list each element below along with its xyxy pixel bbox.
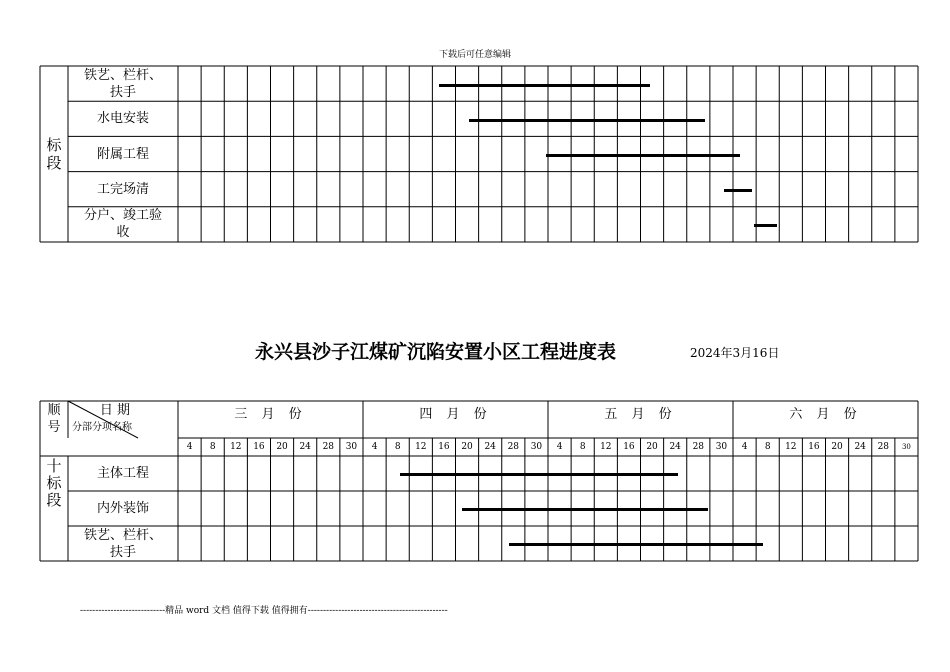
gantt-bar [724, 189, 752, 192]
gantt-bar [439, 84, 649, 87]
gantt-bar [469, 119, 705, 122]
tick-label: 8 [394, 442, 401, 452]
tick-label: 30 [715, 442, 728, 452]
tick-label: 28 [692, 442, 705, 452]
section-label: 十 标 段 [46, 457, 62, 509]
tick-label: 28 [322, 442, 335, 452]
tick-label: 30 [901, 443, 911, 451]
tick-label: 16 [438, 442, 450, 452]
task-name: 内外装饰 [96, 501, 149, 516]
gantt-bar [462, 508, 707, 511]
tick-label: 20 [646, 442, 658, 452]
tick-label: 20 [831, 442, 843, 452]
tick-label: 12 [600, 442, 612, 452]
tick-label: 12 [785, 442, 797, 452]
month-label: 三 月 份 [234, 407, 307, 422]
gantt-bar [509, 543, 763, 546]
header-note: 下载后可任意编辑 [438, 50, 511, 60]
seq-header: 顺 号 [47, 403, 61, 435]
report-date: 2024年3月16日 [690, 346, 780, 360]
gantt-bar [546, 154, 740, 157]
tick-label: 4 [186, 442, 193, 452]
tick-label: 30 [345, 442, 358, 452]
section-label: 标 段 [46, 136, 62, 172]
tick-label: 16 [253, 442, 265, 452]
date-header: 日 期 [99, 403, 131, 418]
tick-label: 4 [741, 442, 748, 452]
tick-label: 24 [669, 442, 681, 452]
tick-label: 12 [230, 442, 242, 452]
footer-note: ----------------------------精品 word 文档 值得下载 值得拥有---------------------------------------------- [80, 606, 448, 616]
tick-label: 20 [276, 442, 288, 452]
tick-label: 16 [623, 442, 635, 452]
tick-label: 24 [484, 442, 496, 452]
task-name: 分户、竣工验 收 [83, 208, 162, 241]
task-name: 水电安装 [96, 111, 149, 127]
task-name: 主体工程 [96, 466, 149, 481]
tick-label: 4 [371, 442, 378, 452]
tick-label: 24 [854, 442, 866, 452]
task-name: 附属工程 [96, 146, 149, 162]
tick-label: 12 [415, 442, 427, 452]
tick-label: 28 [507, 442, 520, 452]
tick-label: 16 [808, 442, 820, 452]
month-label: 六 月 份 [789, 407, 862, 422]
gantt-bar [754, 224, 777, 227]
item-header: 分部分项名称 [72, 422, 132, 433]
tick-label: 4 [556, 442, 563, 452]
tick-label: 28 [877, 442, 890, 452]
tick-label: 8 [764, 442, 771, 452]
tick-label: 20 [461, 442, 473, 452]
task-name: 铁艺、栏杆、 扶手 [83, 67, 162, 100]
tick-label: 30 [530, 442, 543, 452]
page-title: 永兴县沙子江煤矿沉陷安置小区工程进度表 [255, 341, 617, 363]
month-label: 五 月 份 [604, 407, 677, 422]
tick-label: 8 [209, 442, 216, 452]
task-name: 工完场清 [96, 181, 149, 197]
task-name: 铁艺、栏杆、 扶手 [83, 527, 162, 560]
tick-label: 24 [299, 442, 311, 452]
month-label: 四 月 份 [419, 407, 492, 422]
tick-label: 8 [579, 442, 586, 452]
gantt-bar [400, 473, 678, 476]
